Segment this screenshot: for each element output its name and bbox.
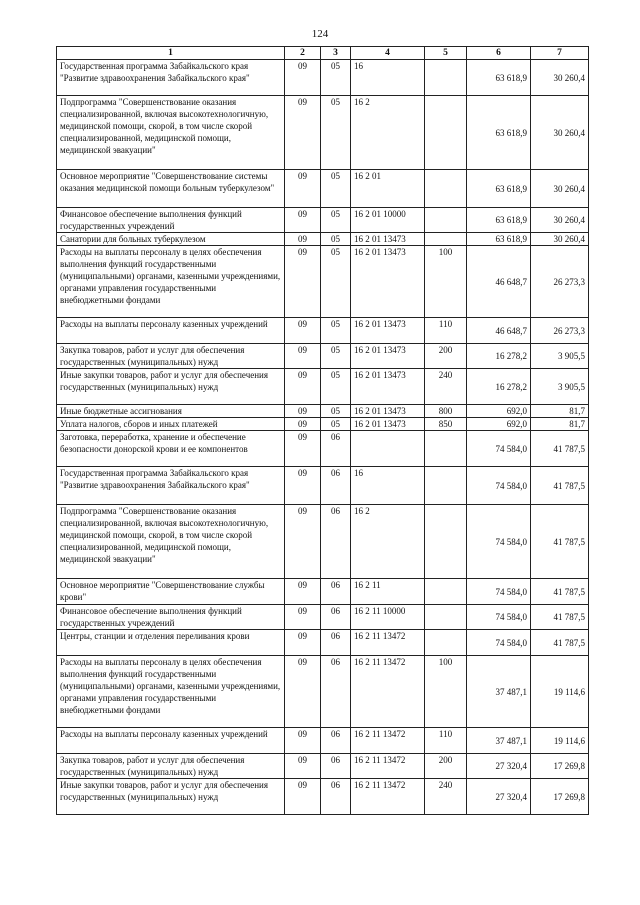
row-value-7-cell: 30 260,4 — [531, 233, 589, 246]
row-code-4-cell: 16 2 01 — [351, 170, 425, 208]
row-code-3-cell: 05 — [321, 60, 351, 96]
col-header-1: 1 — [57, 47, 285, 60]
row-code-3-cell: 06 — [321, 630, 351, 656]
row-code-2-cell: 09 — [285, 369, 321, 405]
header-row — [57, 47, 589, 60]
row-code-4-cell: 16 2 01 10000 — [351, 208, 425, 233]
row-code-5-cell: 110 — [425, 318, 467, 344]
row-value-6-cell: 63 618,9 — [467, 233, 531, 246]
row-value-7-cell: 41 787,5 — [531, 431, 589, 467]
table-row — [57, 605, 589, 630]
row-name-cell: Расходы на выплаты персоналу в целях обеспечения выполнения функций государственными (муниципальными) органами, казенными учреждениями, органами управления государственными внебюджетными фондами — [57, 246, 285, 318]
table-row — [57, 579, 589, 605]
row-code-4-cell: 16 2 01 13473 — [351, 418, 425, 431]
row-code-5-cell — [425, 630, 467, 656]
table-row — [57, 505, 589, 579]
row-name-cell: Подпрограмма "Совершенствование оказания специализированной, включая высокотехнологичную, медицинской помощи, скорой, в том числе скорой специализированной, медицинской помощи, медицинской эвакуации" — [57, 505, 285, 579]
row-value-7-cell: 26 273,3 — [531, 246, 589, 318]
row-value-6-cell: 63 618,9 — [467, 170, 531, 208]
row-code-5-cell: 240 — [425, 779, 467, 815]
row-code-4-cell: 16 2 11 — [351, 579, 425, 605]
row-code-5-cell — [425, 170, 467, 208]
table-row — [57, 467, 589, 505]
row-value-6-cell: 27 320,4 — [467, 754, 531, 779]
col-header-5: 5 — [425, 47, 467, 60]
row-code-3-cell: 06 — [321, 779, 351, 815]
row-code-2-cell: 09 — [285, 405, 321, 418]
row-value-7-cell: 41 787,5 — [531, 605, 589, 630]
table-row — [57, 344, 589, 369]
row-name-cell: Центры, станции и отделения переливания крови — [57, 630, 285, 656]
row-value-7-cell: 19 114,6 — [531, 656, 589, 728]
row-code-2-cell: 09 — [285, 779, 321, 815]
row-value-6-cell: 692,0 — [467, 418, 531, 431]
row-value-7-cell: 30 260,4 — [531, 96, 589, 170]
table-row — [57, 60, 589, 96]
row-code-4-cell: 16 2 11 13472 — [351, 630, 425, 656]
row-name-cell: Государственная программа Забайкальского края "Развитие здравоохранения Забайкальского края" — [57, 60, 285, 96]
row-code-3-cell: 05 — [321, 170, 351, 208]
row-value-7-cell: 19 114,6 — [531, 728, 589, 754]
row-code-5-cell: 240 — [425, 369, 467, 405]
row-code-5-cell — [425, 505, 467, 579]
row-name-cell: Основное мероприятие "Совершенствование системы оказания медицинской помощи больным туберкулезом" — [57, 170, 285, 208]
row-value-6-cell: 74 584,0 — [467, 431, 531, 467]
row-value-6-cell: 74 584,0 — [467, 579, 531, 605]
row-value-7-cell: 17 269,8 — [531, 754, 589, 779]
row-code-3-cell: 06 — [321, 754, 351, 779]
row-code-4-cell: 16 2 01 13473 — [351, 233, 425, 246]
row-value-7-cell: 30 260,4 — [531, 60, 589, 96]
row-value-7-cell: 30 260,4 — [531, 208, 589, 233]
row-name-cell: Государственная программа Забайкальского края "Развитие здравоохранения Забайкальского края" — [57, 467, 285, 505]
row-code-4-cell: 16 — [351, 60, 425, 96]
row-value-7-cell: 3 905,5 — [531, 344, 589, 369]
table-row — [57, 369, 589, 405]
row-code-2-cell: 09 — [285, 656, 321, 728]
row-name-cell: Расходы на выплаты персоналу казенных учреждений — [57, 728, 285, 754]
row-code-3-cell: 06 — [321, 505, 351, 579]
row-code-3-cell: 06 — [321, 431, 351, 467]
row-value-6-cell: 46 648,7 — [467, 246, 531, 318]
col-header-6: 6 — [467, 47, 531, 60]
table-row — [57, 418, 589, 431]
row-code-3-cell: 06 — [321, 656, 351, 728]
row-value-7-cell: 26 273,3 — [531, 318, 589, 344]
table-row — [57, 96, 589, 170]
col-header-4: 4 — [351, 47, 425, 60]
row-code-5-cell: 850 — [425, 418, 467, 431]
row-value-6-cell: 16 278,2 — [467, 369, 531, 405]
table-row — [57, 431, 589, 467]
row-code-2-cell: 09 — [285, 579, 321, 605]
row-value-6-cell: 27 320,4 — [467, 779, 531, 815]
row-code-4-cell: 16 2 11 13472 — [351, 779, 425, 815]
row-value-7-cell: 41 787,5 — [531, 505, 589, 579]
row-code-5-cell — [425, 233, 467, 246]
row-code-5-cell: 100 — [425, 656, 467, 728]
row-value-7-cell: 81,7 — [531, 418, 589, 431]
table-row — [57, 656, 589, 728]
row-code-2-cell: 09 — [285, 418, 321, 431]
table-row — [57, 233, 589, 246]
row-value-6-cell: 16 278,2 — [467, 344, 531, 369]
col-header-7: 7 — [531, 47, 589, 60]
row-code-4-cell: 16 2 — [351, 96, 425, 170]
row-code-2-cell: 09 — [285, 431, 321, 467]
row-value-6-cell: 37 487,1 — [467, 728, 531, 754]
row-value-6-cell: 37 487,1 — [467, 656, 531, 728]
row-code-3-cell: 05 — [321, 318, 351, 344]
row-value-6-cell: 63 618,9 — [467, 208, 531, 233]
row-code-5-cell — [425, 605, 467, 630]
row-code-3-cell: 05 — [321, 369, 351, 405]
row-code-2-cell: 09 — [285, 246, 321, 318]
row-value-6-cell: 692,0 — [467, 405, 531, 418]
row-name-cell: Основное мероприятие "Совершенствование службы крови" — [57, 579, 285, 605]
row-name-cell: Расходы на выплаты персоналу в целях обеспечения выполнения функций государственными (муниципальными) органами, казенными учреждениями, органами управления государственными внебюджетными фондами — [57, 656, 285, 728]
row-code-5-cell: 100 — [425, 246, 467, 318]
row-value-6-cell: 74 584,0 — [467, 505, 531, 579]
row-code-5-cell — [425, 431, 467, 467]
row-code-4-cell: 16 2 11 13472 — [351, 656, 425, 728]
row-value-6-cell: 74 584,0 — [467, 630, 531, 656]
row-value-7-cell: 17 269,8 — [531, 779, 589, 815]
row-code-2-cell: 09 — [285, 96, 321, 170]
row-code-2-cell: 09 — [285, 630, 321, 656]
row-value-7-cell: 3 905,5 — [531, 369, 589, 405]
row-value-7-cell: 30 260,4 — [531, 170, 589, 208]
row-value-7-cell: 41 787,5 — [531, 579, 589, 605]
table-row — [57, 170, 589, 208]
row-code-5-cell — [425, 467, 467, 505]
row-code-4-cell: 16 2 01 13473 — [351, 246, 425, 318]
row-code-4-cell: 16 2 11 10000 — [351, 605, 425, 630]
row-code-5-cell — [425, 60, 467, 96]
row-value-7-cell: 81,7 — [531, 405, 589, 418]
row-code-3-cell: 05 — [321, 344, 351, 369]
row-code-4-cell: 16 2 01 13473 — [351, 369, 425, 405]
row-name-cell: Санатории для больных туберкулезом — [57, 233, 285, 246]
col-header-3: 3 — [321, 47, 351, 60]
row-code-5-cell: 200 — [425, 344, 467, 369]
table-row — [57, 405, 589, 418]
row-name-cell: Подпрограмма "Совершенствование оказания специализированной, включая высокотехнологичную, медицинской помощи, скорой, в том числе скорой специализированной, медицинской помощи, медицинской эвакуации" — [57, 96, 285, 170]
row-code-5-cell — [425, 208, 467, 233]
row-code-4-cell — [351, 431, 425, 467]
row-code-4-cell: 16 2 11 13472 — [351, 754, 425, 779]
row-code-3-cell: 05 — [321, 208, 351, 233]
row-code-4-cell: 16 2 01 13473 — [351, 344, 425, 369]
row-value-6-cell: 63 618,9 — [467, 60, 531, 96]
row-code-2-cell: 09 — [285, 728, 321, 754]
table-row — [57, 728, 589, 754]
col-header-2: 2 — [285, 47, 321, 60]
row-code-4-cell: 16 — [351, 467, 425, 505]
row-code-3-cell: 05 — [321, 246, 351, 318]
table-row — [57, 246, 589, 318]
row-code-2-cell: 09 — [285, 318, 321, 344]
row-name-cell: Иные бюджетные ассигнования — [57, 405, 285, 418]
row-code-2-cell: 09 — [285, 605, 321, 630]
row-code-3-cell: 06 — [321, 467, 351, 505]
row-code-4-cell: 16 2 — [351, 505, 425, 579]
table-row — [57, 779, 589, 815]
row-name-cell: Уплата налогов, сборов и иных платежей — [57, 418, 285, 431]
row-code-5-cell — [425, 96, 467, 170]
row-code-5-cell — [425, 579, 467, 605]
row-name-cell: Заготовка, переработка, хранение и обеспечение безопасности донорской крови и ее компонентов — [57, 431, 285, 467]
page-number: 124 — [311, 28, 329, 40]
row-value-6-cell: 63 618,9 — [467, 96, 531, 170]
row-code-4-cell: 16 2 01 13473 — [351, 405, 425, 418]
row-code-2-cell: 09 — [285, 233, 321, 246]
table-row — [57, 208, 589, 233]
row-value-6-cell: 74 584,0 — [467, 605, 531, 630]
budget-table — [56, 46, 589, 815]
row-value-7-cell: 41 787,5 — [531, 630, 589, 656]
row-value-7-cell: 41 787,5 — [531, 467, 589, 505]
table-row — [57, 630, 589, 656]
row-code-5-cell: 200 — [425, 754, 467, 779]
row-code-3-cell: 06 — [321, 728, 351, 754]
row-code-4-cell: 16 2 11 13472 — [351, 728, 425, 754]
row-code-5-cell: 800 — [425, 405, 467, 418]
row-name-cell: Финансовое обеспечение выполнения функций государственных учреждений — [57, 208, 285, 233]
row-name-cell: Иные закупки товаров, работ и услуг для обеспечения государственных (муниципальных) нужд — [57, 779, 285, 815]
row-name-cell: Иные закупки товаров, работ и услуг для обеспечения государственных (муниципальных) нужд — [57, 369, 285, 405]
row-code-3-cell: 05 — [321, 233, 351, 246]
row-code-2-cell: 09 — [285, 208, 321, 233]
table-row — [57, 318, 589, 344]
row-code-2-cell: 09 — [285, 170, 321, 208]
row-name-cell: Расходы на выплаты персоналу казенных учреждений — [57, 318, 285, 344]
row-name-cell: Закупка товаров, работ и услуг для обеспечения государственных (муниципальных) нужд — [57, 344, 285, 369]
row-code-3-cell: 06 — [321, 579, 351, 605]
row-code-2-cell: 09 — [285, 467, 321, 505]
row-code-3-cell: 05 — [321, 96, 351, 170]
row-code-2-cell: 09 — [285, 505, 321, 579]
row-code-4-cell: 16 2 01 13473 — [351, 318, 425, 344]
row-code-5-cell: 110 — [425, 728, 467, 754]
row-code-3-cell: 05 — [321, 405, 351, 418]
row-code-2-cell: 09 — [285, 60, 321, 96]
row-code-3-cell: 06 — [321, 605, 351, 630]
row-code-3-cell: 05 — [321, 418, 351, 431]
row-name-cell: Финансовое обеспечение выполнения функций государственных учреждений — [57, 605, 285, 630]
row-code-2-cell: 09 — [285, 344, 321, 369]
row-code-2-cell: 09 — [285, 754, 321, 779]
row-name-cell: Закупка товаров, работ и услуг для обеспечения государственных (муниципальных) нужд — [57, 754, 285, 779]
row-value-6-cell: 46 648,7 — [467, 318, 531, 344]
row-value-6-cell: 74 584,0 — [467, 467, 531, 505]
table-row — [57, 754, 589, 779]
